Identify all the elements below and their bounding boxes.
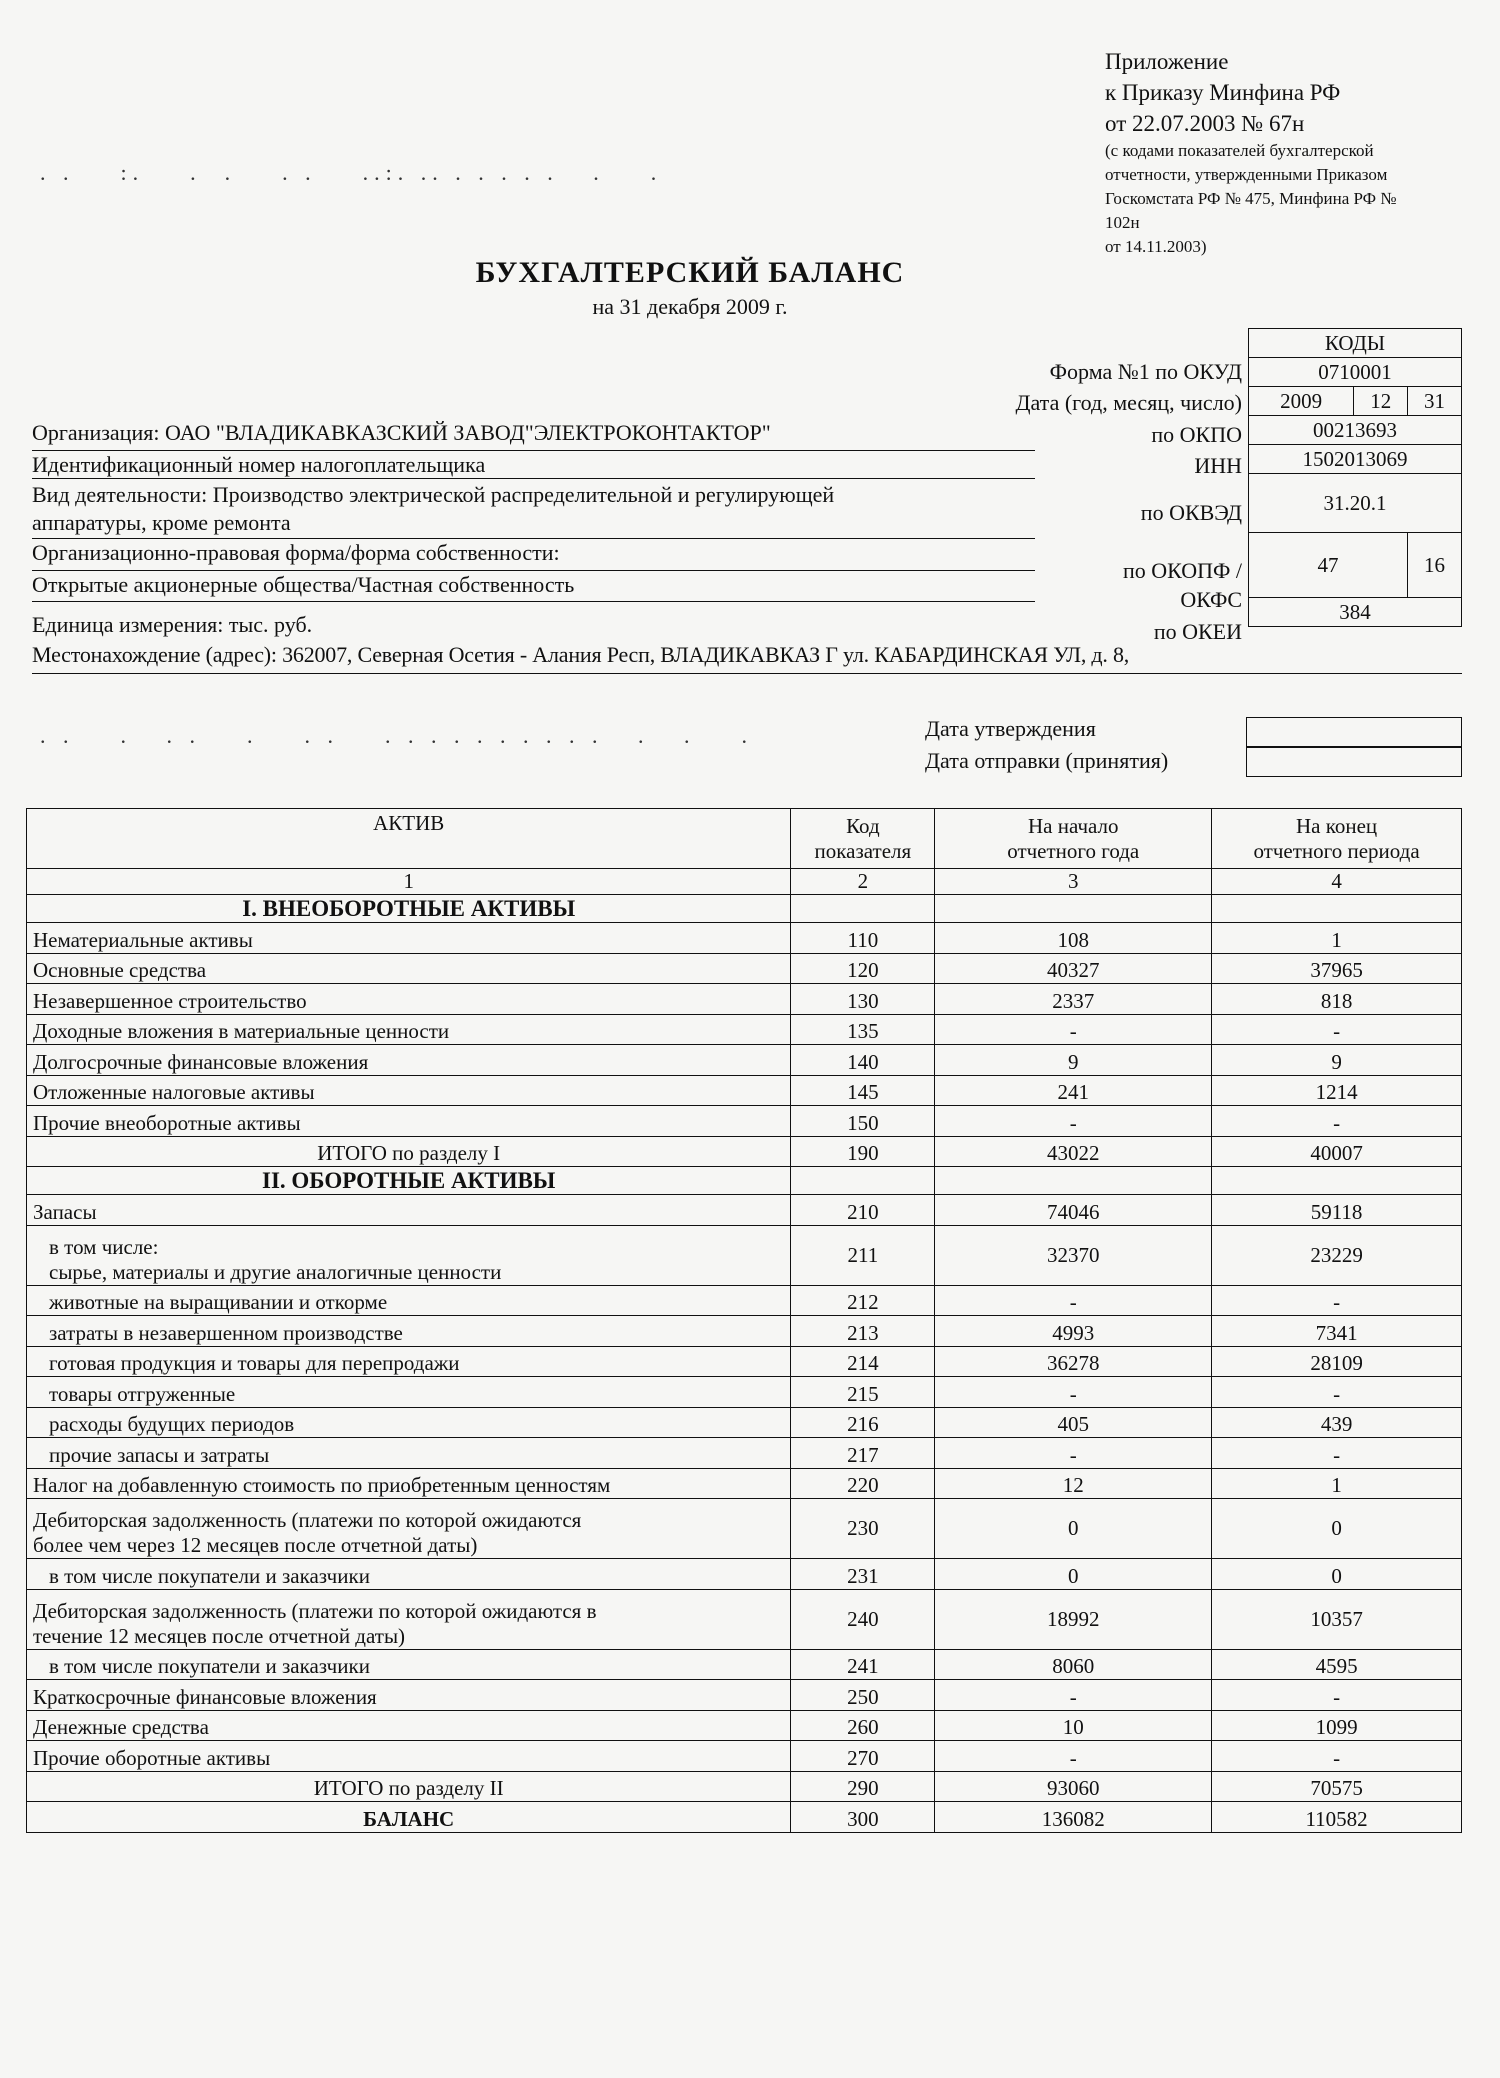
- divider: [32, 673, 1462, 674]
- legal-form-value: Открытые акционерные общества/Частная собственность: [32, 572, 575, 597]
- header-code: Код показателя: [791, 809, 935, 869]
- appendix-line: от 22.07.2003 № 67н: [1105, 111, 1305, 136]
- sent-date-field[interactable]: [1246, 747, 1462, 777]
- table-row: в том числе покупатели и заказчики 241 8060 4595: [27, 1649, 1462, 1680]
- okopf-value: 47: [1249, 533, 1408, 598]
- codes-table: [1248, 328, 1462, 627]
- unit-label: Единица измерения: тыс. руб.: [32, 612, 313, 637]
- appendix-note-line: отчетности, утвержденными Приказом: [1105, 165, 1388, 184]
- table-row: животные на выращивании и откорме 212 - -: [27, 1285, 1462, 1316]
- section-title: I. ВНЕОБОРОТНЫЕ АКТИВЫ: [27, 895, 791, 923]
- table-row: в том числе покупатели и заказчики 231 0 0: [27, 1559, 1462, 1590]
- organization-name: Организация: ОАО "ВЛАДИКАВКАЗСКИЙ ЗАВОД"ЭЛЕКТРОКОНТАКТОР": [32, 420, 771, 445]
- table-row: товары отгруженные 215 - -: [27, 1377, 1462, 1408]
- okved-value: 31.20.1: [1249, 474, 1462, 533]
- table-row: Долгосрочные финансовые вложения 140 9 9: [27, 1045, 1462, 1076]
- table-row: готовая продукция и товары для перепродажи 214 36278 28109: [27, 1346, 1462, 1377]
- okfs-label: ОКФС: [1180, 587, 1242, 612]
- table-row: Прочие внеоборотные активы 150 - -: [27, 1106, 1462, 1137]
- table-row-total: ИТОГО по разделу II 290 93060 70575: [27, 1771, 1462, 1802]
- document-title: БУХГАЛТЕРСКИЙ БАЛАНС: [475, 256, 905, 289]
- table-row: Отложенные налоговые активы 145 241 1214: [27, 1075, 1462, 1106]
- inn-value: 1502013069: [1249, 445, 1462, 474]
- appendix-note-line: (с кодами показателей бухгалтерской: [1105, 141, 1374, 160]
- table-row: Дебиторская задолженность (платежи по которой ожидаются более чем через 12 месяцев после отчетной даты) 230 0 0: [27, 1499, 1462, 1559]
- codes-header: КОДЫ: [1249, 329, 1462, 358]
- okpo-label: по ОКПО: [1151, 422, 1242, 447]
- day-value: 31: [1408, 387, 1462, 416]
- okfs-value: 16: [1408, 533, 1462, 598]
- divider: [32, 478, 1035, 479]
- okud-value: 0710001: [1249, 358, 1462, 387]
- activity-line-2: аппаратуры, кроме ремонта: [32, 510, 291, 535]
- header-end: На конец отчетного периода: [1212, 809, 1462, 869]
- appendix-note-line: от 14.11.2003): [1105, 237, 1207, 256]
- header-start: На начало отчетного года: [935, 809, 1212, 869]
- appendix-note-line: 102н: [1105, 213, 1140, 232]
- taxpayer-id-label: Идентификационный номер налогоплательщика: [32, 452, 486, 477]
- section-title: II. ОБОРОТНЫЕ АКТИВЫ: [27, 1167, 791, 1195]
- table-row: Краткосрочные финансовые вложения 250 - -: [27, 1680, 1462, 1711]
- inn-label: ИНН: [1194, 453, 1242, 478]
- table-row: Запасы 210 74046 59118: [27, 1195, 1462, 1226]
- year-value: 2009: [1249, 387, 1354, 416]
- col-number: 1: [27, 869, 791, 895]
- table-row-total: ИТОГО по разделу I 190 43022 40007: [27, 1136, 1462, 1167]
- table-row: прочие запасы и затраты 217 - -: [27, 1438, 1462, 1469]
- table-row-balance: БАЛАНС 300 136082 110582: [27, 1802, 1462, 1833]
- col-number: 4: [1212, 869, 1462, 895]
- table-row: Денежные средства 260 10 1099: [27, 1710, 1462, 1741]
- table-row: Доходные вложения в материальные ценности 135 - -: [27, 1014, 1462, 1045]
- appendix-line: к Приказу Минфина РФ: [1105, 80, 1341, 105]
- okud-label: Форма №1 по ОКУД: [1049, 359, 1242, 384]
- dotted-line: . . :. . . . . ..:. .. . . . . . . .: [40, 160, 663, 185]
- document-date: на 31 декабря 2009 г.: [592, 294, 788, 319]
- table-row: в том числе: сырье, материалы и другие аналогичные ценности 211 32370 23229: [27, 1225, 1462, 1285]
- table-row: затраты в незавершенном производстве 213 4993 7341: [27, 1316, 1462, 1347]
- sent-date-label: Дата отправки (принятия): [925, 748, 1169, 773]
- table-row: Незавершенное строительство 130 2337 818: [27, 984, 1462, 1015]
- okei-label: по ОКЕИ: [1153, 619, 1242, 644]
- table-row: Налог на добавленную стоимость по приобретенным ценностям 220 12 1: [27, 1468, 1462, 1499]
- month-value: 12: [1354, 387, 1408, 416]
- balance-table: [26, 808, 1462, 1833]
- approval-date-label: Дата утверждения: [925, 716, 1096, 741]
- appendix-note: [1105, 46, 1485, 259]
- col-number: 3: [935, 869, 1212, 895]
- col-number: 2: [791, 869, 935, 895]
- appendix-note-line: Госкомстата РФ № 475, Минфина РФ №: [1105, 189, 1397, 208]
- date-label: Дата (год, месяц, число): [1015, 390, 1242, 415]
- divider: [32, 538, 1035, 539]
- divider: [32, 570, 1035, 571]
- okei-value: 384: [1249, 598, 1462, 627]
- divider: [32, 450, 1035, 451]
- appendix-line: Приложение: [1105, 49, 1229, 74]
- activity-line-1: Вид деятельности: Производство электрической распределительной и регулирующей: [32, 482, 835, 507]
- table-row: Прочие оборотные активы 270 - -: [27, 1741, 1462, 1772]
- table-row: расходы будущих периодов 216 405 439: [27, 1407, 1462, 1438]
- table-row: Дебиторская задолженность (платежи по которой ожидаются в течение 12 месяцев после отчетной даты) 240 18992 10357: [27, 1589, 1462, 1649]
- okved-label: по ОКВЭД: [1140, 500, 1242, 525]
- table-row: Основные средства 120 40327 37965: [27, 953, 1462, 984]
- legal-form-label: Организационно-правовая форма/форма собственности:: [32, 540, 560, 565]
- approval-date-field[interactable]: [1246, 717, 1462, 747]
- header-asset: АКТИВ: [27, 809, 791, 869]
- table-row: Нематериальные активы 110 108 1: [27, 923, 1462, 954]
- divider: [32, 601, 1035, 602]
- address-line: Местонахождение (адрес): 362007, Северная Осетия - Алания Респ, ВЛАДИКАВКАЗ Г ул. КАБАРДИНСКАЯ УЛ, д. 8,: [32, 642, 1130, 667]
- okpo-value: 00213693: [1249, 416, 1462, 445]
- dotted-line: . . . . . . . . . . . . . . . . . . . . .: [40, 723, 753, 748]
- okopf-label: по ОКОПФ /: [1122, 558, 1242, 583]
